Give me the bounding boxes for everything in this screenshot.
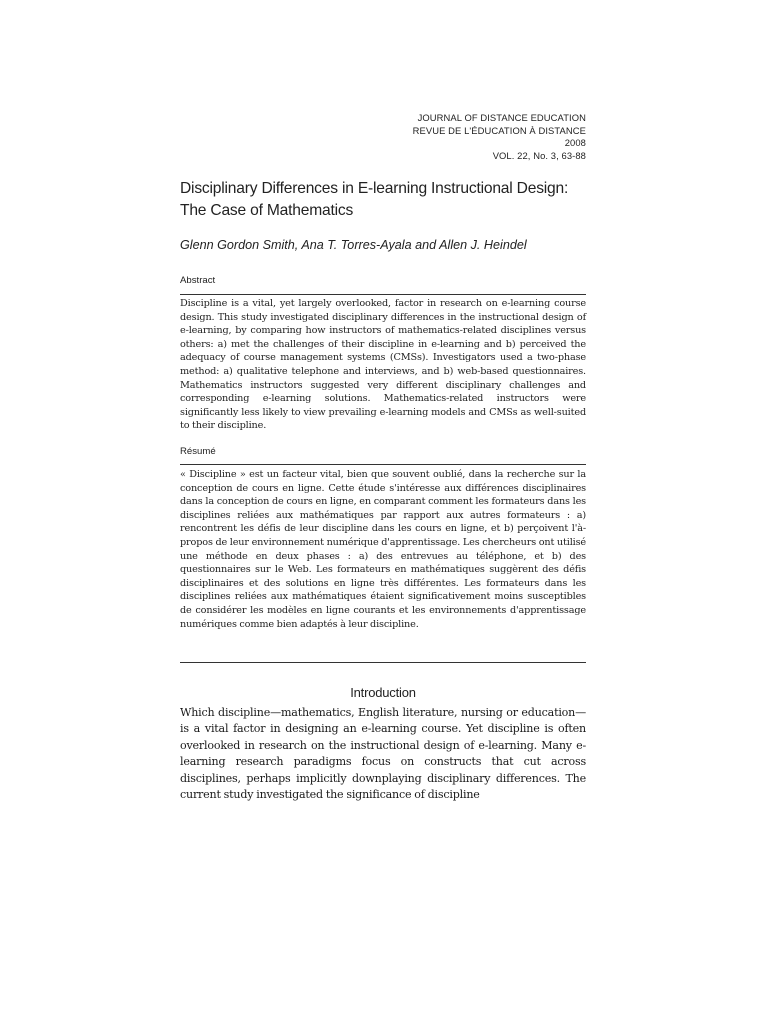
article-title: Disciplinary Differences in E-learning Instructional Design: The Case of Mathematics <box>180 180 569 219</box>
resume-bottom-rule <box>180 662 586 663</box>
journal-name-french: REVUE DE L'ÉDUCATION À DISTANCE <box>412 124 586 136</box>
introduction-heading: Introduction <box>350 685 416 700</box>
article-authors: Glenn Gordon Smith, Ana T. Torres-Ayala and Allen J. Heindel <box>180 238 527 252</box>
abstract-top-rule <box>180 294 586 295</box>
publication-year: 2008 <box>564 137 586 149</box>
resume-label: Résumé <box>180 446 216 457</box>
resume-top-rule <box>180 464 586 465</box>
journal-name-english: JOURNAL OF DISTANCE EDUCATION <box>417 112 586 123</box>
abstract-label: Abstract <box>180 275 216 286</box>
volume-issue-pages: VOL. 22, No. 3, 63-88 <box>492 149 586 161</box>
abstract-text: Discipline is a vital, yet largely overlooked, factor in research on e-learning course design. This study investigated disciplinary differences in the instructional design of e-learning, by comparing how instructors of mathematics-related disciplines versus others: a) met the challenges of their discipline in e-learning and b) perceived the adequacy of course management systems (CMSs). Investigators used a two-phase method: a) qualitative telephone and interviews, and b) web-based questionnaires. Mathematics instructors suggested very different disciplinary challenges and corresponding e-learning solutions. Mathematics-related instructors were significantly less likely to view prevailing e-learning models and CMSs as well-suited to their discipline. <box>180 298 586 432</box>
introduction-text: Which discipline—mathematics, English literature, nursing or education—is a vital factor in designing an e-learning course. Yet discipline is often overlooked in research on the instructional design of e-learning. Many e-learning research paradigms focus on constructs that cut across disciplines, perhaps implicitly downplaying disciplinary differences. The current study investigated the significance of discipline <box>180 706 586 802</box>
journal-header <box>413 112 586 162</box>
resume-text: « Discipline » est un facteur vital, bien que souvent oublié, dans la recherche sur la conception de cours en ligne. Cette étude s'intéresse aux différences disciplinaires dans la conception de cours en ligne, en comparant comment les formateurs dans les disciplines reliées aux mathématiques par rapport aux autres formateurs : a) rencontrent les défis de leur discipline dans les cours en ligne, et b) perçoivent l'à-propos de leur environnement numérique d'apprentissage. Les chercheurs ont utilisé une méthode en deux phases : a) des entrevues au téléphone, et b) des questionnaires sur le Web. Les formateurs en mathématiques suggèrent des défis disciplinaires et des solutions en ligne très différentes. Les formateurs dans les disciplines reliées aux mathématiques étaient significativement moins susceptibles de considérer les modèles en ligne courants et les environnements d'apprentissage numériques comme bien adaptés à leur discipline. <box>180 469 586 630</box>
